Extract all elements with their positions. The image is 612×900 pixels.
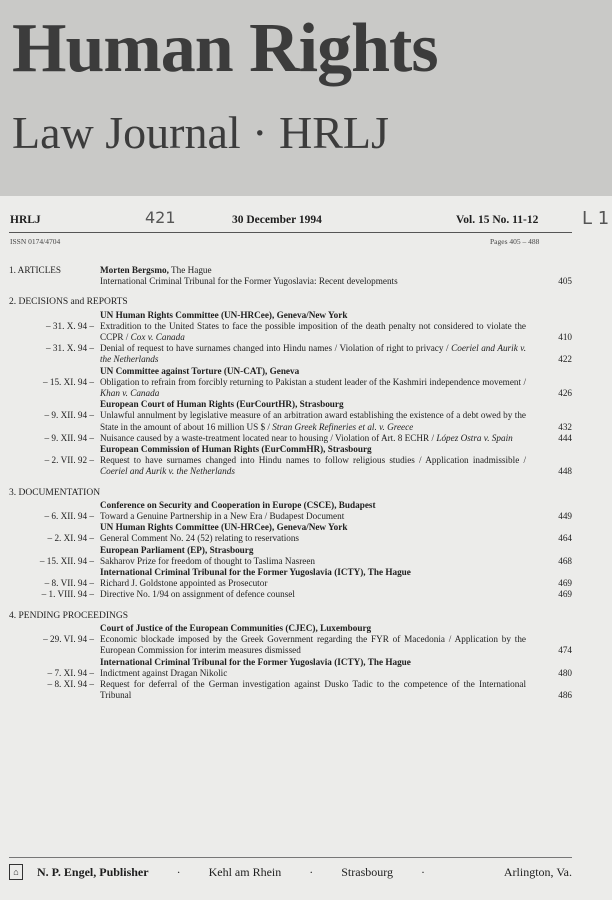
section-title: 3. DOCUMENTATION <box>9 487 101 498</box>
list-item[interactable]: – 2. VII. 92 – Request to have surnames changed into Hindu names to follow religious studies / Application inadmissible / Coeriel and Aurik v. the Netherlands 448 <box>9 455 572 477</box>
publisher-logo-icon: ⌂ <box>9 864 23 880</box>
org-heading: UN Human Rights Committee (UN-HRCee), Geneva/New York <box>100 522 348 533</box>
page-number: 410 <box>558 332 572 343</box>
issn: ISSN 0174/4704 <box>10 237 61 246</box>
page-number: 480 <box>558 667 572 678</box>
section-title: 1. ARTICLES <box>9 265 62 275</box>
masthead-banner <box>0 0 612 196</box>
publisher-name: N. P. Engel, Publisher <box>37 864 149 879</box>
volume-number: Vol. 15 No. 11-12 <box>456 214 539 226</box>
org-heading: Conference on Security and Cooperation in Europe (CSCE), Budapest <box>100 499 376 510</box>
page-number: 422 <box>558 354 572 365</box>
page-number: 486 <box>558 690 572 701</box>
org-heading: UN Human Rights Committee (UN-HRCee), Geneva/New York <box>100 309 348 320</box>
city: Arlington, Va. <box>503 864 572 879</box>
list-item[interactable]: – 9. XII. 94 – Nuisance caused by a waste-treatment located near to housing / Violation of Art. 8 ECHR / López Ostra v. Spain 444 <box>9 433 572 444</box>
header-short-title: HRLJ <box>10 214 41 226</box>
list-item[interactable]: – 1. VIII. 94 – Directive No. 1/94 on assignment of defence counsel 469 <box>9 589 572 600</box>
article-title: International Criminal Tribunal for the Former Yugoslavia: Recent developments <box>100 276 398 287</box>
list-item[interactable]: – 29. VI. 94 – Economic blockade imposed by the Greek Government regarding the FYR of Macedonia / Application by the European Commission for interim measures dismissed 474 <box>9 634 572 656</box>
entry-date: – 1. VIII. 94 – <box>41 589 94 600</box>
page-number: 405 <box>558 276 572 287</box>
city: Strasbourg <box>341 864 394 879</box>
entry-date: – 9. XII. 94 – <box>44 432 94 443</box>
article-author: Morten Bergsmo, <box>100 265 169 275</box>
publisher-footer: ⌂ N. P. Engel, Publisher · Kehl am Rhein · Strasbourg · Arlington, Va. <box>9 864 572 880</box>
org-heading: Court of Justice of the European Communities (CJEC), Luxembourg <box>100 622 372 633</box>
table-of-contents <box>9 265 572 701</box>
list-item[interactable]: – 15. XI. 94 – Obligation to refrain from forcibly returning to Pakistan a student leader of the Kashmiri independence movement / Khan v. Canada 426 <box>9 377 572 399</box>
handwritten-margin-mark: L 1 <box>582 208 610 229</box>
entry-date: – 8. VII. 94 – <box>44 578 94 589</box>
list-item[interactable]: – 2. XI. 94 – General Comment No. 24 (52) relating to reservations 464 <box>9 533 572 544</box>
page-number: 426 <box>558 388 572 399</box>
page-number: 448 <box>558 466 572 477</box>
section-title: 4. PENDING PROCEEDINGS <box>9 610 129 621</box>
org-heading: European Court of Human Rights (EurCourtHR), Strasbourg <box>100 399 344 410</box>
article-place: The Hague <box>171 265 212 275</box>
list-item[interactable]: – 31. X. 94 – Denial of request to have surnames changed into Hindu names / Violation of right to privacy / Coeriel and Aurik v. the Netherlands 422 <box>9 343 572 365</box>
entry-date: – 8. XI. 94 – <box>47 678 94 689</box>
header-rule <box>9 232 572 233</box>
page-number: 464 <box>558 533 572 544</box>
page-number: 469 <box>558 578 572 589</box>
entry-date: – 2. XI. 94 – <box>47 533 94 544</box>
entry-date: – 7. XI. 94 – <box>47 667 94 678</box>
page-number: 432 <box>558 421 572 432</box>
entry-date: – 31. X. 94 – <box>46 343 94 354</box>
journal-subtitle: Law Journal · HRLJ <box>12 107 389 158</box>
page-number: 469 <box>558 589 572 600</box>
entry-date: – 9. XII. 94 – <box>44 410 94 421</box>
list-item[interactable]: – 8. VII. 94 – Richard J. Goldstone appointed as Prosecutor 469 <box>9 578 572 589</box>
list-item[interactable]: – 9. XII. 94 – Unlawful annulment by legislative measure of an arbitration award establishing the existence of a debt owed by the State in the amount of about 16 million US $ / Stran Greek Refineries et al. v. Greece 432 <box>9 410 572 432</box>
page-number: 444 <box>558 432 572 443</box>
entry-date: – 29. VI. 94 – <box>43 634 94 645</box>
entry-date: – 31. X. 94 – <box>46 320 94 331</box>
entry-date: – 15. XII. 94 – <box>39 555 94 566</box>
list-item[interactable]: – 6. XII. 94 – Toward a Genuine Partnership in a New Era / Budapest Document 449 <box>9 511 572 522</box>
list-item[interactable]: – 31. X. 94 – Extradition to the United States to face the possible imposition of the death penalty not considered to violate the CCPR / Cox v. Canada 410 <box>9 321 572 343</box>
list-item[interactable]: – 8. XI. 94 – Request for deferral of the German investigation against Dusko Tadic to the competence of the International Tribunal 486 <box>9 679 572 701</box>
page-range: Pages 405 – 488 <box>490 237 540 246</box>
list-item[interactable]: – 15. XII. 94 – Sakharov Prize for freedom of thought to Taslima Nasreen 468 <box>9 556 572 567</box>
page-number: 468 <box>558 555 572 566</box>
list-item[interactable] <box>9 276 572 287</box>
org-heading: European Parliament (EP), Strasbourg <box>100 544 254 555</box>
org-heading: UN Committee against Torture (UN-CAT), Geneva <box>100 365 300 376</box>
entry-date: – 2. VII. 92 – <box>44 455 94 466</box>
journal-title: Human Rights <box>12 10 438 87</box>
page-number: 449 <box>558 511 572 522</box>
entry-date: – 15. XI. 94 – <box>42 376 94 387</box>
articles-section <box>9 265 572 276</box>
handwritten-number: 421 <box>145 208 176 227</box>
list-item[interactable]: – 7. XI. 94 – Indictment against Dragan Nikolic 480 <box>9 668 572 679</box>
issue-date: 30 December 1994 <box>232 214 322 226</box>
org-heading: International Criminal Tribunal for the Former Yugoslavia (ICTY), The Hague <box>100 656 411 667</box>
org-heading: European Commission of Human Rights (EurCommHR), Strasbourg <box>100 444 372 455</box>
footer-rule <box>9 857 572 858</box>
entry-date: – 6. XII. 94 – <box>44 511 94 522</box>
page-number: 474 <box>558 645 572 656</box>
city: Kehl am Rhein <box>208 864 282 879</box>
org-heading: International Criminal Tribunal for the Former Yugoslavia (ICTY), The Hague <box>100 567 411 578</box>
section-title: 2. DECISIONS and REPORTS <box>9 297 128 308</box>
